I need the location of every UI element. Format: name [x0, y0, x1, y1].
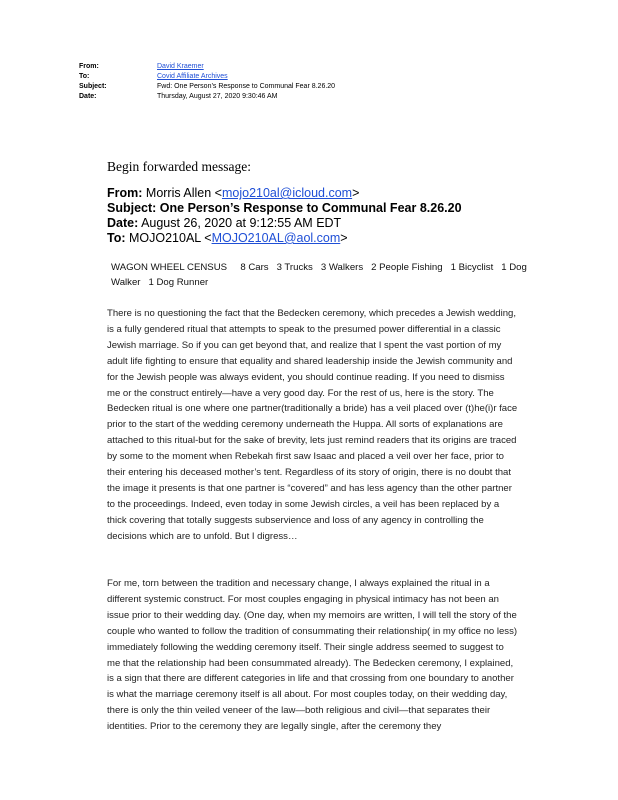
- body-paragraph-2: For me, torn between the tradition and necessary change, I always explained the ritual in a different systemic construct. For most couples engaging in physical intimacy has not been an issue prior to their wedding day. (One day, when my memoirs are written, I will tell the story of the couple who wanted to follow the tradition of consummating their relationship( in my office no less) immediately following the wedding ceremony itself. Their single address seemed to suggest to me that the relationship had been consummated already). The Bedecken ceremony, I explained, is a sign that there are different categories in life and that crossing from one boundary to another is what the marriage ceremony itself is all about. For most couples today, on their wedding day, there is only the thin veiled veneer of the law—both religious and civil—that separates their identities. Prior to the ceremony they are legally single, after the ceremony they: [107, 578, 518, 733]
- recipient-link[interactable]: Covid Affiliate Archives: [157, 73, 228, 80]
- date-label: Date:: [79, 93, 97, 100]
- forwarded-to-close: >: [340, 231, 348, 245]
- forwarded-to-label: To:: [107, 231, 126, 245]
- header-from-row: [79, 62, 335, 72]
- forwarded-subject-value: One Person’s Response to Communal Fear 8.26.20: [159, 201, 462, 215]
- forwarded-from-email-link[interactable]: mojo210al@icloud.com: [221, 186, 353, 200]
- subject-value: Fwd: One Person’s Response to Communal Fear 8.26.20: [157, 83, 336, 90]
- header-date-row: [79, 92, 335, 102]
- forwarded-date-label: Date:: [107, 216, 139, 230]
- forward-intro: Begin forwarded message:: [107, 159, 251, 174]
- from-label: From:: [79, 63, 99, 70]
- header-subject-row: [79, 82, 335, 92]
- forwarded-to-line: [107, 231, 462, 246]
- body-paragraph-1: There is no questioning the fact that the Bedecken ceremony, which precedes a Jewish wedding, is a fully gendered ritual that attempts to speak to the presumed power differential in a classic Jewish marriage. So if you can get beyond that, and realize that I spent the vast portion of my adult life fighting to ensure that equality and shared leadership inside the Jewish community and for the Jewish people was always evident, you should continue reading. If you need to dismiss me or the construct entirely—have a very good day. For the rest of us, here is the story. The Bedecken ritual is one where one partner(traditionally a bride) has a veil placed over (t)he(i)r face prior to the start of the wedding ceremony underneath the Huppa. All sorts of explanations are attached to this ritual-but for the sake of brevity, lets just remind readers that its origins are traced by some to the moment when Rebekah first saw Isaac and placed a veil over her face, prior to their entering his deceased mother’s tent. Regardless of its story of origin, there is no doubt that the image it presents is that one partner is “covered” and has less agency than the other partner to the proceedings. Indeed, even today in some Jewish circles, a veil has been replaced by a thick covering that totally suggests subservience and loss of any agency in controlling the decisions which are to unfold. But I digress…: [107, 308, 518, 542]
- forwarded-from-close: >: [352, 186, 360, 200]
- wagon-wheel-census: WAGON WHEEL CENSUS 8 Cars 3 Trucks 3 Walkers 2 People Fishing 1 Bicyclist 1 Dog Walker 1 Dog Runner: [111, 262, 530, 288]
- forwarded-to-email-link[interactable]: MOJO210AL@aol.com: [211, 231, 341, 245]
- header-to-row: [79, 72, 335, 82]
- forwarded-from-name: Morris Allen <: [145, 186, 222, 200]
- email-header: [79, 62, 335, 102]
- forwarded-subject-label: Subject:: [107, 201, 157, 215]
- date-value: Thursday, August 27, 2020 9:30:46 AM: [157, 93, 278, 100]
- to-label: To:: [79, 73, 90, 80]
- forwarded-to-name: MOJO210AL <: [129, 231, 212, 245]
- forwarded-from-line: [107, 186, 462, 201]
- forwarded-date-value: August 26, 2020 at 9:12:55 AM EDT: [141, 216, 342, 230]
- forwarded-subject-line: [107, 201, 462, 216]
- forwarded-metadata: [107, 186, 462, 246]
- sender-link[interactable]: David Kraemer: [157, 63, 204, 70]
- subject-label: Subject:: [79, 83, 107, 90]
- forwarded-date-line: [107, 216, 462, 231]
- forwarded-from-label: From:: [107, 186, 143, 200]
